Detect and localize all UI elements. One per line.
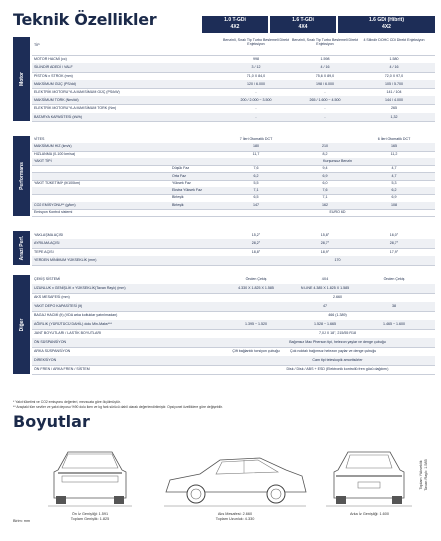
cell-value: 108: [391, 202, 397, 207]
cell-value: 120 / 6.000: [247, 81, 265, 86]
cell-value: 198 / 6.000: [316, 81, 334, 86]
cell-value: 1,32: [390, 114, 398, 119]
cell-value: 1.580: [389, 57, 399, 62]
rear-caption: [322, 512, 417, 517]
row-label: AĞIRLIK (YÜRÜTÜCÜ DAHİL) dolu Min-Maks***: [34, 322, 112, 326]
cell-value: 1.395 ~ 1.520: [244, 322, 268, 326]
table-row: [32, 256, 435, 265]
row-label: ÖN SÜSPANSİYON: [34, 340, 67, 344]
row-label: UZUNLUK x GENİŞLİK x YÜKSEKLİK(Tavan Raylı) (mm): [34, 286, 126, 290]
cell-value: 5,5: [253, 180, 259, 185]
cell-value: 7,6: [322, 188, 328, 193]
cell-value: 28,7°: [320, 241, 330, 246]
front-caption: [40, 512, 140, 522]
row-label: ARKA SÜSPANSİYON: [34, 349, 71, 353]
cell-value-merged: Kurşunsuz Benzin: [323, 158, 352, 163]
row-label: TİP: [34, 43, 40, 47]
column-header-1: [202, 16, 268, 33]
cell-value: 7,6: [253, 166, 259, 171]
col3-drive: 4X2: [382, 24, 391, 30]
table-row: [32, 209, 435, 217]
row-label: PİSTON x STROK (mm): [34, 73, 73, 78]
row-label: YERDEN MİNİMUM YÜKSEKLİK (mm): [34, 258, 97, 263]
cell-value: 9,4: [322, 166, 328, 171]
cell-value: 72,0 X 97,0: [384, 73, 404, 78]
cell-value: 210: [322, 144, 328, 149]
cell-value: -: [255, 114, 257, 119]
cell-value-merged: Bağımsız Mac Pherson tipi, helezon yaylar ve denge çubuğu: [289, 340, 386, 344]
section-label-text: Motor: [18, 71, 25, 86]
cell-value: 265 / 1.600 ~ 4.500: [309, 98, 341, 103]
cell-value: 1.465 ~ 1.600: [382, 322, 406, 326]
cell-value: 11,7: [252, 151, 260, 156]
cell-value: 6,9: [322, 173, 328, 178]
cell-value: 16,0°: [389, 233, 399, 237]
cell-value: Benzinli, Sıralı Tip Turbo Beslemeli Direkt Enjeksiyon: [292, 38, 358, 46]
page-title: Teknik Özellikler: [13, 10, 157, 29]
table-row: [32, 365, 435, 375]
section-label-arazi: [13, 231, 30, 265]
footnotes: [13, 400, 223, 410]
footnote-1: * Yakıt tüketimi ve CO2 emisyonu değerleri, mevzuata göre ölçülmüştür.: [13, 400, 121, 404]
cell-value-merged: 2.660: [333, 295, 342, 299]
row-sublabel: Birleşik: [172, 195, 184, 200]
cell-value: -: [324, 106, 326, 111]
cell-value-merged: 170: [334, 258, 341, 263]
cell-value: 28,7°: [389, 241, 399, 246]
row-label: MAKSİMUM TORK (Nm/dd): [34, 98, 79, 103]
row-label: ÇEKİŞ SİSTEMİ: [34, 277, 61, 281]
section-label-diger: [13, 275, 30, 374]
column-header-3: [338, 16, 435, 33]
cell-value: 4,7: [391, 166, 397, 171]
col2-name: 1.6 T-GDi: [292, 17, 314, 23]
section-performans: [13, 136, 435, 216]
height-value: Tavan Raylı: 1.585: [424, 459, 428, 491]
cell-value: 47: [323, 304, 327, 308]
section-label-motor: [13, 37, 30, 121]
row-label: YAKLAŞMA AÇISI: [34, 233, 64, 237]
column-header-2: [270, 16, 336, 33]
row-label: HIZLANMA (0-100 km/sa): [34, 151, 76, 156]
cell-value: 147: [253, 202, 259, 207]
height-label: Toplam Yükseklik: [419, 460, 423, 490]
col1-name: 1.0 T-GDi: [224, 17, 246, 23]
cell-value: 4 Silindir DOHC CDi Direkt Enjeksiyon: [363, 38, 425, 42]
cell-value: 105 / 5.700: [385, 81, 403, 86]
row-label: ÖN FREN / ARKA FREN / SİSTEM: [34, 367, 90, 371]
row-label: MOTOR HACMİ (cc): [34, 57, 67, 62]
row-label: SİLİNDİR ADEDİ / VALF: [34, 65, 73, 70]
row-sublabel: Orta Faz: [172, 173, 186, 178]
cell-value: 28,2°: [251, 241, 261, 246]
cell-value: 11,2: [390, 151, 398, 156]
row-label: DİREKSİYON: [34, 358, 57, 362]
cell-value: 162: [322, 202, 328, 207]
footnote-2: ** Araçtaki tüm seviler ve yakıt deposu %90 dolu iken ve kg fark sürücü dahil olarak değerlendirilmiştir. Opsiyonel özelliklere göre değişebilir.: [13, 405, 223, 409]
cell-value: 4,7: [391, 173, 397, 178]
side-caption: [160, 512, 310, 522]
row-sublabel: Yüksek Faz: [172, 180, 191, 185]
row-label: Emisyon Kontrol sistemi: [34, 210, 73, 214]
cell-value-merged: Cam tipi teleskopik amortisörler: [312, 358, 363, 362]
row-label: AYRILMA AÇISI: [34, 241, 60, 246]
cell-value-merged: 7,0J X 18", 215/55 R18: [318, 331, 357, 335]
cell-value: Benzinli, Sıralı Tip Turbo Beslemeli Direkt Enjeksiyon: [223, 38, 289, 46]
cell-value: 6,2: [253, 173, 259, 178]
cell-value: Çift bağlantılı torsiyon çubuğu: [232, 349, 280, 353]
cell-value: 180: [253, 144, 259, 149]
row-label: BAGAJ HACMİ (lt) (VDA arka koltuklar yatırılmadan): [34, 313, 118, 317]
cell-value: 200 / 2.000 ~ 3.500: [240, 98, 272, 103]
cell-value: 5,3: [391, 180, 397, 185]
section-label-text: Diğer: [18, 318, 25, 331]
cell-value: 6,2: [391, 188, 397, 193]
height-caption: [419, 455, 429, 495]
cell-value-merged: EURO 6D: [329, 210, 346, 214]
cell-value: 265: [391, 106, 397, 111]
table-row: [32, 37, 435, 56]
cell-value: 7 İleri Otomatik DCT: [239, 137, 273, 141]
row-sublabel: Düşük Faz: [172, 166, 190, 171]
cell-value: 3 / 12: [251, 65, 261, 70]
cell-value: 141 / 104: [386, 90, 402, 94]
cell-value: Önden Çekiş: [383, 277, 405, 281]
rear-track: Arka İz Genişliği: 1.600: [349, 512, 390, 516]
row-label: CO2 EMİSYONU** (g/km): [34, 202, 76, 207]
cell-value: 6,0: [322, 180, 328, 185]
cell-value: -: [324, 90, 326, 94]
cell-value: 1.598: [320, 57, 330, 62]
cell-value: 4 / 16: [389, 65, 399, 70]
cell-value: 15,2°: [251, 233, 261, 237]
row-label: YAKIT TÜKETİMİ* (lt/100km): [34, 180, 81, 185]
cell-value: 4.330 X 1.825 X 1.585: [238, 286, 274, 290]
cell-value: 6,9: [391, 195, 397, 200]
section-motor: [13, 37, 435, 121]
row-sublabel: Birleşik: [172, 202, 184, 207]
section-label-performans: [13, 136, 30, 216]
cell-value: 4X4: [321, 277, 329, 281]
cell-value: N LINE 4.385 X 1.825 X 1.585: [300, 286, 350, 290]
cell-value: 6 İleri Otomatik DCT: [377, 137, 411, 141]
front-view-car: [40, 440, 140, 510]
row-label: MAKSİMUM HIZ (km/s): [34, 144, 72, 149]
cell-value: 75,6 X 89,0: [315, 73, 335, 78]
cell-value: 17,9°: [389, 249, 399, 254]
rear-view-car: [322, 440, 417, 510]
cell-value: 165: [391, 144, 397, 149]
cell-value-merged: 466 (1.389): [328, 313, 347, 317]
section-label-text: Arazi Perf.: [18, 235, 25, 261]
col2-drive: 4X4: [298, 24, 308, 30]
row-label: ELEKTRİK MOTORU'YLA MAKSİMUM TORK (Nm): [34, 106, 117, 111]
cell-value: 71,0 X 84,0: [246, 73, 266, 78]
table-row: [32, 113, 435, 122]
cell-value: -: [324, 114, 326, 119]
cell-value: 144 / 4.000: [385, 98, 403, 103]
cell-value: 6,5: [253, 195, 259, 200]
cell-value: Önden Çekiş: [245, 277, 267, 281]
front-width: Toplam Genişlik: 1.825: [70, 517, 110, 521]
cell-value: 7,1: [322, 195, 328, 200]
col1-drive: 4X2: [230, 24, 240, 30]
cell-value: 7,1: [253, 188, 259, 193]
row-sublabel: Ekstra Yüksek Faz: [172, 188, 202, 193]
row-label: ELEKTRİK MOTORU'YLA MAKSİMUM GÜÇ (PS/kW): [34, 90, 120, 94]
cell-value: 18,8°: [251, 249, 261, 254]
cell-value: 18,9°: [320, 249, 330, 254]
row-label: BATARYA KAPASİTESİ (kWh): [34, 114, 82, 119]
unit-label: Birim: mm: [13, 519, 31, 523]
cell-value: 4 / 16: [320, 65, 330, 70]
cell-value: -: [255, 90, 257, 94]
cell-value-merged: Disk / Disk / ABS + ESD (Elektronik kontrollü fren gücü dağılımı): [286, 367, 389, 371]
dimensions-title: Boyutlar: [13, 412, 90, 431]
cell-value: Çok noktalı bağımsız helezon yaylar ve denge çubuğu: [290, 349, 377, 353]
row-label: JANT BOYUTLARI / LASTİK BOYUTLARI: [34, 331, 102, 335]
side-view-car: [160, 450, 310, 510]
section-label-text: Performans: [18, 162, 25, 191]
row-label: AKS MESAFESİ (mm): [34, 295, 70, 299]
cell-value: -: [255, 106, 257, 111]
row-label: TEPE AÇISI: [34, 249, 54, 254]
row-label: YAKIT DEPO KAPASİTESİ (lt): [34, 304, 83, 308]
front-track: Ön İz Genişliği: 1.591: [71, 512, 109, 516]
row-label: MAKSİMUM GÜÇ (PS/dd): [34, 81, 76, 86]
section-diger: [13, 275, 435, 374]
wheelbase: Aks Mesafesi: 2.660: [217, 512, 253, 516]
section-arazi: [13, 231, 435, 265]
cell-value: 1.528 ~ 1.665: [313, 322, 337, 326]
cell-value: 8,2: [322, 151, 328, 156]
cell-value: 38: [392, 304, 396, 308]
col3-name: 1.6 GDi (Hibrit): [368, 17, 404, 23]
total-length: Toplam Uzunluk: 4.330: [215, 517, 255, 521]
row-label: VİTES: [34, 137, 45, 141]
cell-value: 15,8°: [320, 233, 330, 237]
cell-value: 998: [253, 57, 259, 62]
row-label: YAKIT TİPİ: [34, 158, 52, 163]
